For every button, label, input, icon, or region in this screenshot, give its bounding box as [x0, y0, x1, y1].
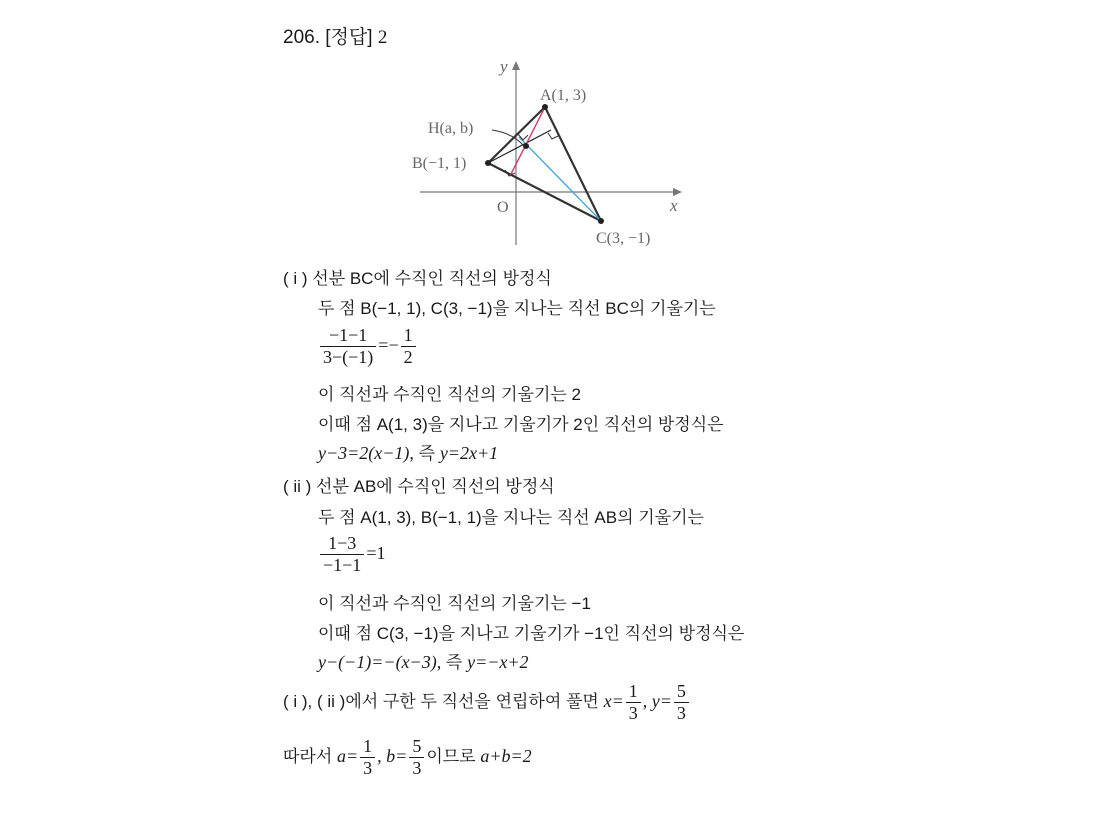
- part2-line3: 이 직선과 수직인 직선의 기울기는 −1: [318, 594, 591, 613]
- fraction: $\frac{5}{3}$: [409, 736, 424, 779]
- fraction: $\frac{1}{3}$: [626, 681, 641, 724]
- part2-line5: y−(−1)=−(x−3), 즉 y=−x+2: [318, 652, 529, 672]
- part1-heading: ( i ) 선분 BC에 수직인 직선의 방정식: [283, 269, 552, 288]
- triangle-diagram: [400, 52, 700, 252]
- fraction: $\frac{1}{3}$: [360, 736, 375, 779]
- part2-line1: 두 점 A(1, 3), B(−1, 1)을 지나는 직선 AB의 기울기는: [318, 508, 704, 527]
- part1-slope-formula: $\frac{-1-1}{3-(-1)}$ =− $\frac{1}{2}$: [318, 325, 418, 368]
- point-b: [485, 160, 491, 166]
- part1-line4: 이때 점 A(1, 3)을 지나고 기울기가 2인 직선의 방정식은: [318, 415, 724, 434]
- answer-value: 2: [377, 27, 388, 48]
- altitude-from-c: [519, 137, 601, 221]
- part2-line4: 이때 점 C(3, −1)을 지나고 기울기가 −1인 직선의 방정식은: [318, 624, 745, 643]
- part2-heading: ( ii ) 선분 AB에 수직인 직선의 방정식: [283, 477, 555, 496]
- right-angle-mark-ac: [548, 133, 558, 139]
- part2-slope-formula: $\frac{1-3}{-1-1}$ =1: [318, 533, 385, 576]
- conclusion-line: 따라서 a= $\frac{1}{3}$ , b= $\frac{5}{3}$ 이므로 a+b=2: [283, 736, 532, 778]
- point-h-label: H(a, b): [428, 120, 474, 137]
- point-c-label: C(3, −1): [596, 230, 651, 247]
- point-b-label: B(−1, 1): [412, 155, 467, 172]
- fraction: $\frac{5}{3}$: [674, 681, 689, 724]
- x-axis-arrow: [673, 188, 682, 196]
- solve-line: ( i ), ( ii )에서 구한 두 직선을 연립하여 풀면 x= $\frac{1}{3}$ , y= $\frac{5}{3}$: [283, 681, 691, 724]
- point-a-label: A(1, 3): [540, 87, 587, 104]
- y-axis-arrow: [512, 61, 520, 70]
- fraction: $\frac{-1-1}{3-(-1)}$: [320, 325, 376, 368]
- fraction: $\frac{1}{2}$: [401, 325, 416, 368]
- point-h: [523, 143, 529, 149]
- part1-line1: 두 점 B(−1, 1), C(3, −1)을 지나는 직선 BC의 기울기는: [318, 299, 716, 318]
- part1-line3: 이 직선과 수직인 직선의 기울기는 2: [318, 385, 581, 404]
- problem-title: 206. [정답] 2: [283, 27, 388, 48]
- point-c: [598, 218, 604, 224]
- fraction: $\frac{1-3}{-1-1}$: [320, 533, 364, 576]
- origin-label: O: [497, 199, 509, 216]
- x-axis-label: x: [670, 196, 678, 215]
- y-axis-label: y: [500, 57, 508, 76]
- altitude-from-a: [510, 107, 545, 176]
- part1-line5: y−3=2(x−1), 즉 y=2x+1: [318, 443, 499, 463]
- point-a: [542, 104, 548, 110]
